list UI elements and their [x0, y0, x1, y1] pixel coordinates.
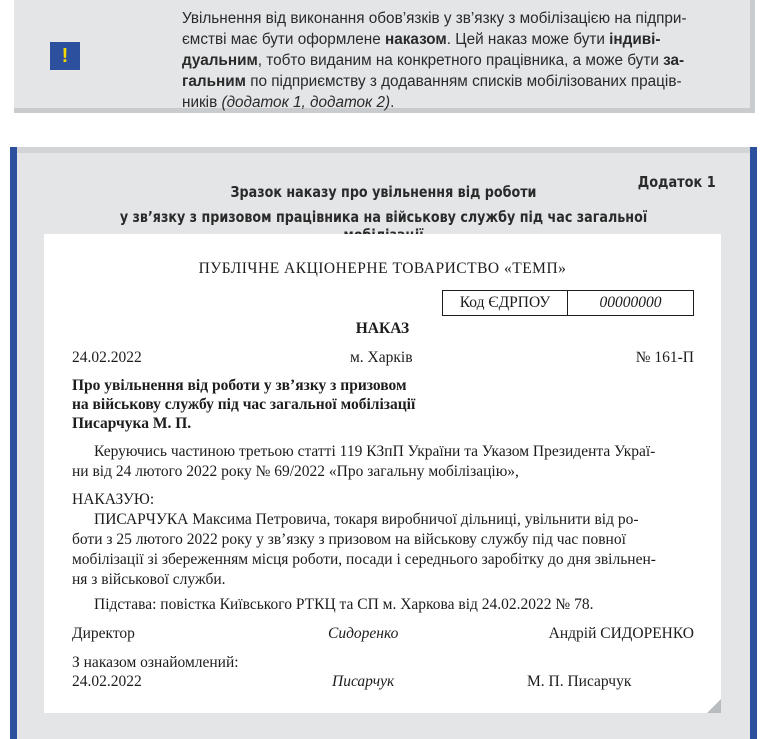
- order-line-1: ПИСАРЧУКА Максима Петровича, токаря виробничої дільниці, увільнити від ро-: [94, 511, 639, 528]
- note-text: [182, 8, 740, 113]
- order-number: № 161-П: [635, 349, 694, 366]
- subject-line-1: Про увільнення від роботи у зв’язку з призовом: [72, 377, 407, 394]
- note-line-4: гальним по підприємству з додаванням списків мобілізованих праців-: [182, 73, 682, 90]
- director-role: Директор: [72, 625, 135, 642]
- panel-title-line-1: Зразок наказу про увільнення від роботи: [230, 183, 537, 201]
- company-name: ПУБЛІЧНЕ АКЦІОНЕРНЕ ТОВАРИСТВО «ТЕМП»: [198, 260, 567, 277]
- order-line-3: мобілізації зі збереженням місця роботи, посади і середнього заробітку до дня звільнен-: [72, 551, 656, 568]
- order-word: НАКАЗУЮ:: [72, 491, 155, 508]
- order-title: НАКАЗ: [355, 320, 410, 337]
- acquainted-date: 24.02.2022: [72, 673, 142, 690]
- warning-note: [14, 0, 755, 113]
- subject-line-3: Писарчука М. П.: [72, 415, 192, 432]
- edrpou-value: 00000000: [599, 294, 662, 311]
- note-line-3: дуальним, тобто виданим на конкретного працівника, а може бути за-: [182, 52, 685, 69]
- note-line-5: ників (додаток 1, додаток 2).: [182, 94, 395, 111]
- director-name: Андрій СИДОРЕНКО: [548, 625, 694, 642]
- employee-name: М. П. Писарчук: [527, 673, 632, 690]
- exclamation-icon: !: [50, 42, 80, 70]
- note-line-2: ємстві має бути оформлене наказом. Цей наказ може бути індиві-: [182, 31, 661, 48]
- order-document: [44, 234, 721, 713]
- page-fold-corner: [707, 699, 721, 713]
- appendix-label: Додаток 1: [637, 173, 716, 191]
- panel-accent-left: [10, 147, 17, 739]
- order-city: м. Харків: [350, 349, 413, 366]
- panel-accent-right: [750, 147, 757, 739]
- edrpou-code-box: [442, 290, 694, 316]
- ground-line: Підстава: повістка Київського РТКЦ та СП м. Харкова від 24.02.2022 № 78.: [94, 596, 594, 613]
- panel-title-line-2: у зв’язку з призовом працівника на військову службу під час загальної: [119, 208, 648, 226]
- basis-line-2: ни від 24 лютого 2022 року № 69/2022 «Про загальну мобілізацію»,: [72, 463, 519, 480]
- order-line-4: ня з військової служби.: [72, 571, 226, 588]
- basis-line-1: Керуючись частиною третьою статті 119 КЗпП України та Указом Президента Украї-: [94, 443, 656, 460]
- edrpou-label: Код ЄДРПОУ: [443, 291, 568, 315]
- acquainted-label: З наказом ознайомлений:: [72, 654, 239, 671]
- employee-signature: Писарчук: [332, 673, 395, 690]
- director-signature: Сидоренко: [328, 625, 399, 642]
- note-line-1: Увільнення від виконання обов’язків у зв’язку з мобілізацією на підпри-: [182, 10, 687, 27]
- subject-line-2: на військову службу під час загальної мобілізації: [72, 396, 416, 413]
- order-line-2: боти з 25 лютого 2022 року у зв’язку з призовом на військову службу під час повної: [72, 531, 626, 548]
- order-date: 24.02.2022: [72, 349, 142, 366]
